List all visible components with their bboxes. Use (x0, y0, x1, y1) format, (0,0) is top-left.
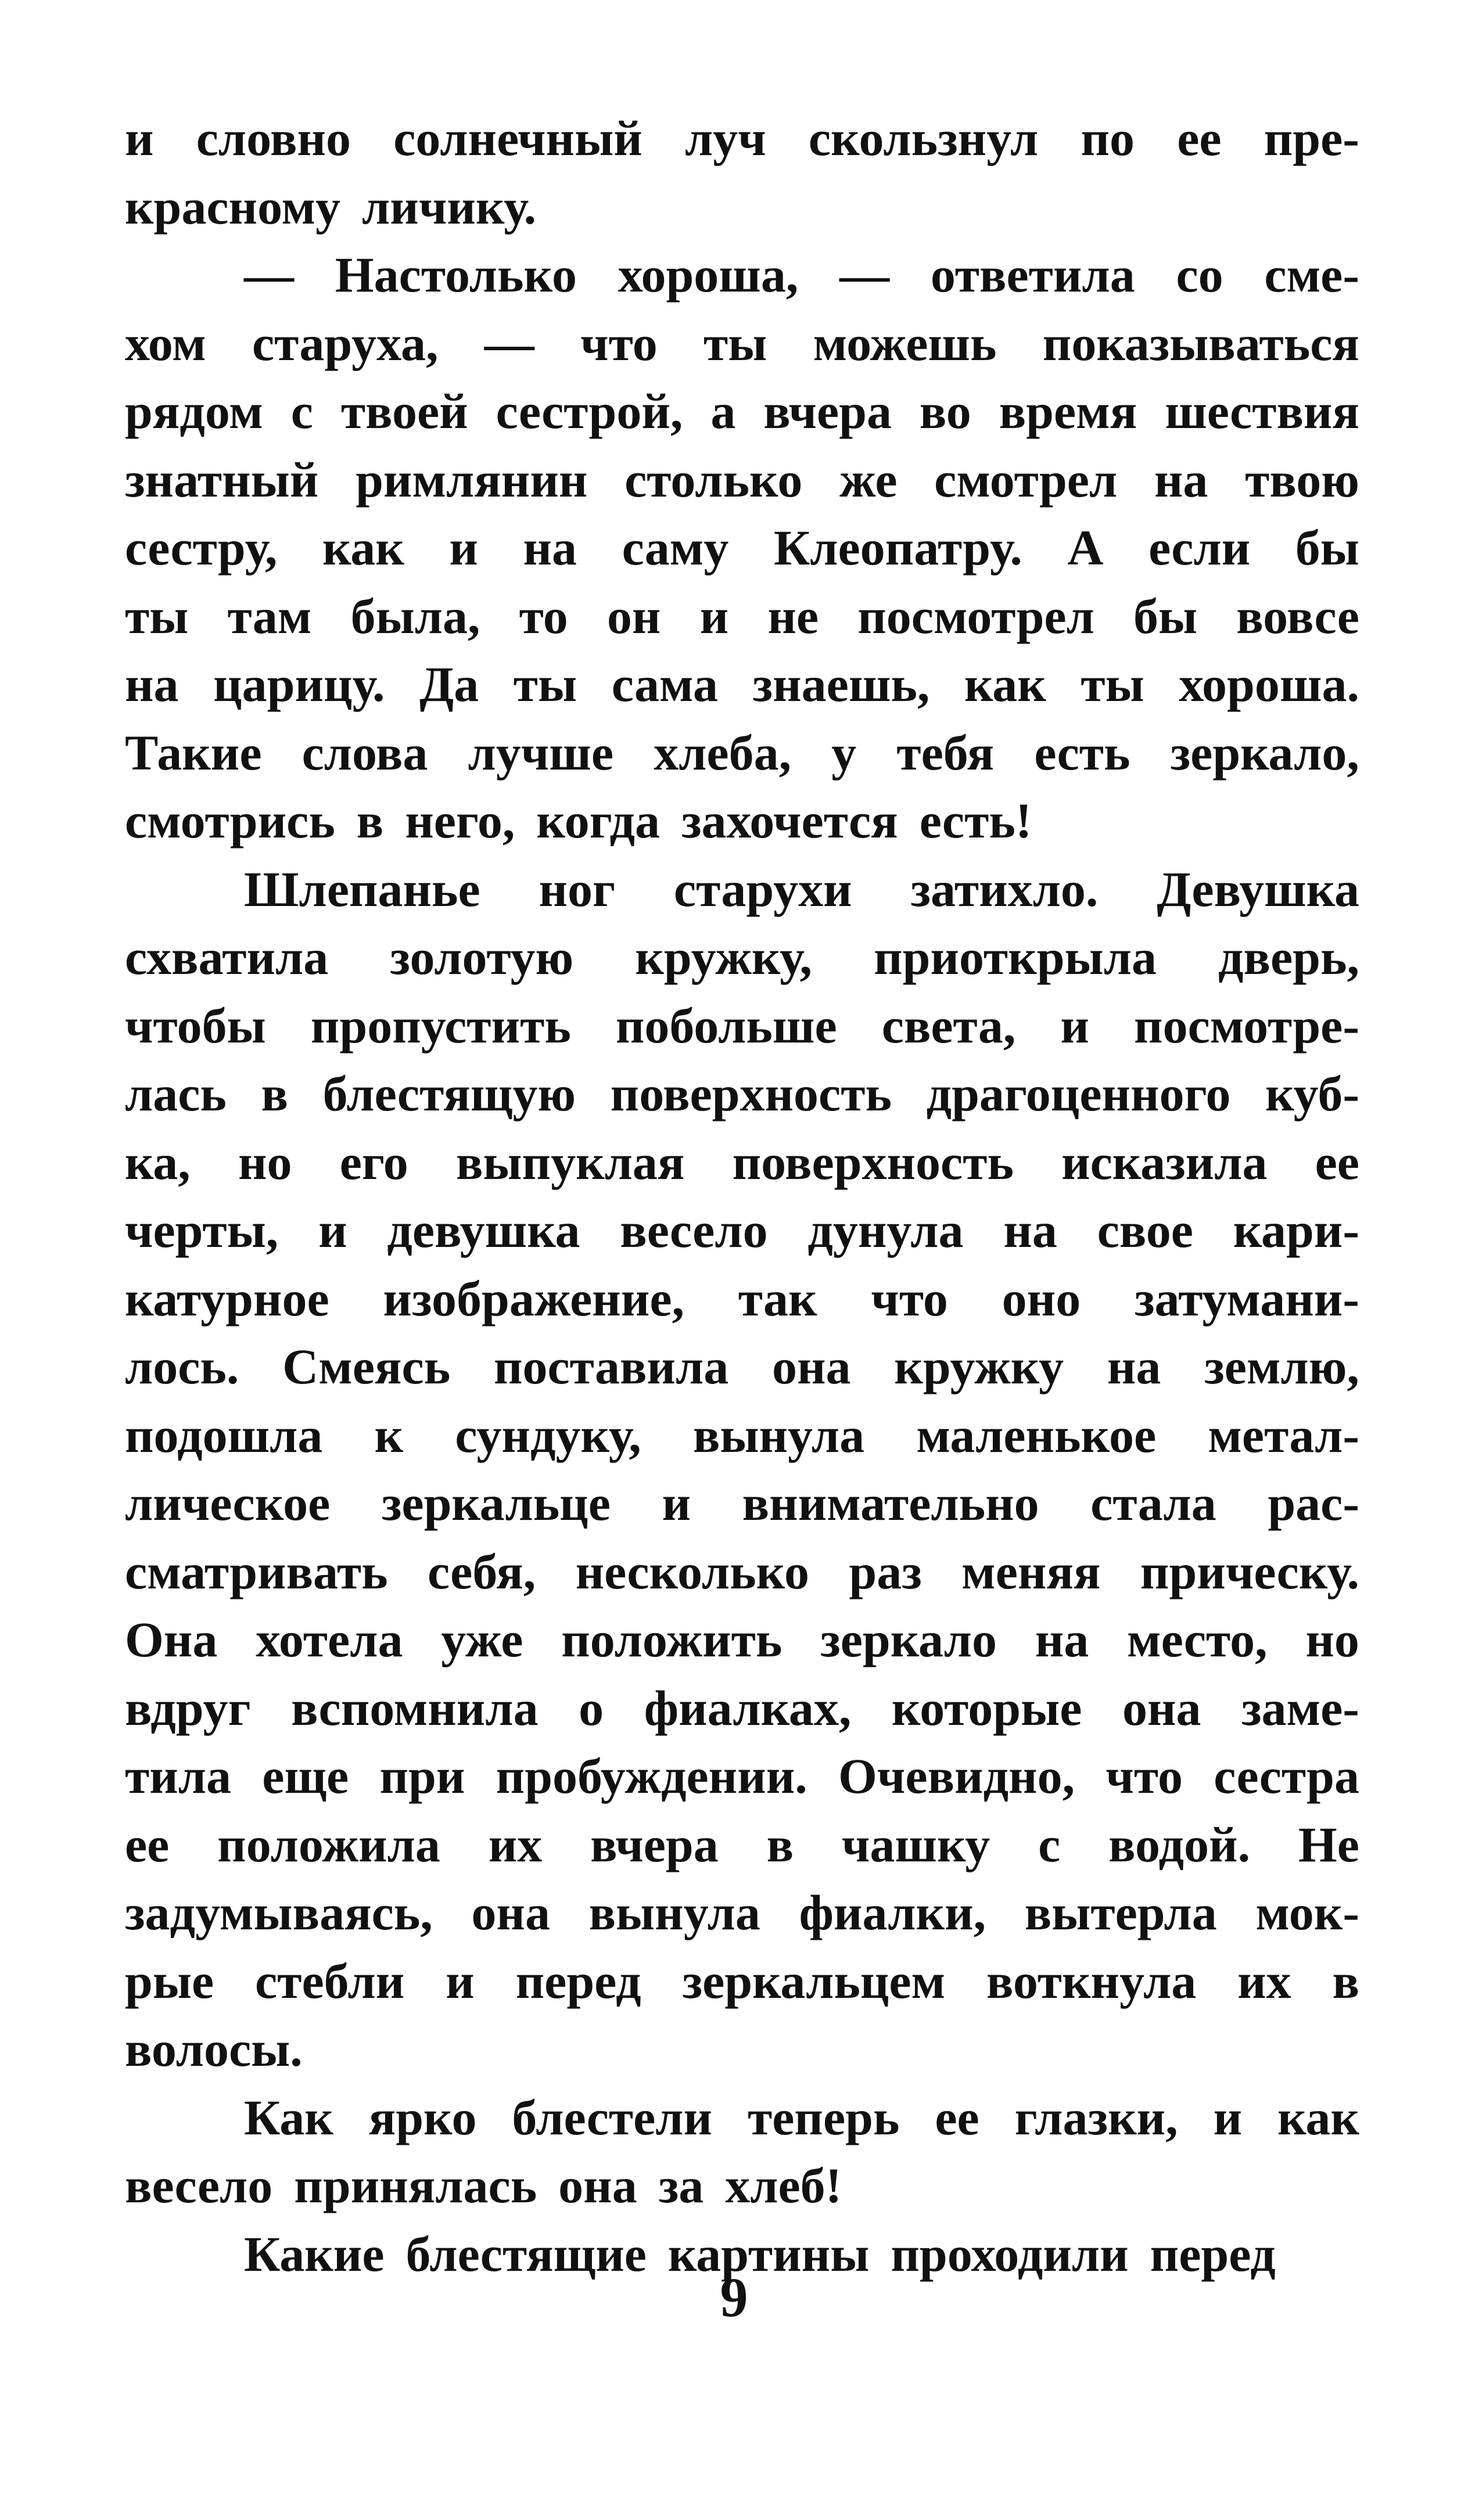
text-line: Такие слова лучше хлеба, у тебя есть зеркало, (125, 724, 1359, 781)
text-line: Как ярко блестели теперь ее глазки, и как (244, 2089, 1359, 2145)
text-line: чтобы пропустить побольше света, и посмотре- (125, 997, 1359, 1054)
text-line: красному личику. (125, 178, 537, 235)
page-number: 9 (720, 2266, 748, 2328)
text-line: и словно солнечный луч скользнул по ее пре- (125, 110, 1359, 166)
text-line: на царицу. Да ты сама знаешь, как ты хороша. (125, 656, 1359, 712)
text-line: волосы. (125, 2021, 303, 2077)
text-line: вдруг вспомнила о фиалках, которые она заме- (125, 1680, 1359, 1736)
text-line: ка, но его выпуклая поверхность исказила ее (125, 1134, 1359, 1190)
text-line: Шлепанье ног старухи затихло. Девушка (244, 861, 1359, 917)
text-line: знатный римлянин столько же смотрел на твою (125, 451, 1359, 508)
text-line: сматривать себя, несколько раз меняя прическу. (125, 1543, 1359, 1599)
text-line: схватила золотую кружку, приоткрыла дверь, (125, 929, 1359, 985)
text-line: катурное изображение, так что оно затумани- (125, 1270, 1359, 1326)
text-line: — Настолько хороша, — ответила со сме- (244, 247, 1359, 303)
text-line: весело принялась она за хлеб! (125, 2158, 842, 2213)
text-line: лическое зеркальце и внимательно стала рас- (125, 1475, 1359, 1531)
paragraph (125, 241, 1359, 855)
text-line: лось. Смеясь поставила она кружку на землю, (125, 1339, 1359, 1394)
paragraph (125, 855, 1359, 2084)
text-line: тила еще при пробуждении. Очевидно, что сестра (125, 1748, 1359, 1804)
page-body (125, 105, 1359, 2288)
paragraph (125, 105, 1359, 241)
text-line: ты там была, то он и не посмотрел бы вовсе (125, 588, 1359, 644)
text-line: рые стебли и перед зеркальцем воткнула их в (125, 1953, 1359, 2009)
text-line: Она хотела уже положить зеркало на место, но (125, 1612, 1359, 1667)
text-line: сестру, как и на саму Клеопатру. А если бы (125, 520, 1359, 576)
text-line: задумываясь, она вынула фиалки, вытерла мок- (125, 1885, 1359, 1940)
text-line: смотрись в него, когда захочется есть! (125, 793, 1032, 849)
text-line: рядом с твоей сестрой, а вчера во время шествия (125, 383, 1359, 439)
text-line: подошла к сундуку, вынула маленькое метал- (125, 1407, 1359, 1463)
text-line: Какие блестящие картины проходили перед (244, 2226, 1276, 2282)
text-line: хом старуха, — что ты можешь показываться (125, 315, 1359, 371)
text-line: черты, и девушка весело дунула на свое кари- (125, 1202, 1359, 1258)
text-line: лась в блестящую поверхность драгоценного куб- (125, 1066, 1359, 1121)
paragraph (125, 2084, 1359, 2220)
text-line: ее положила их вчера в чашку с водой. Не (125, 1816, 1359, 1872)
